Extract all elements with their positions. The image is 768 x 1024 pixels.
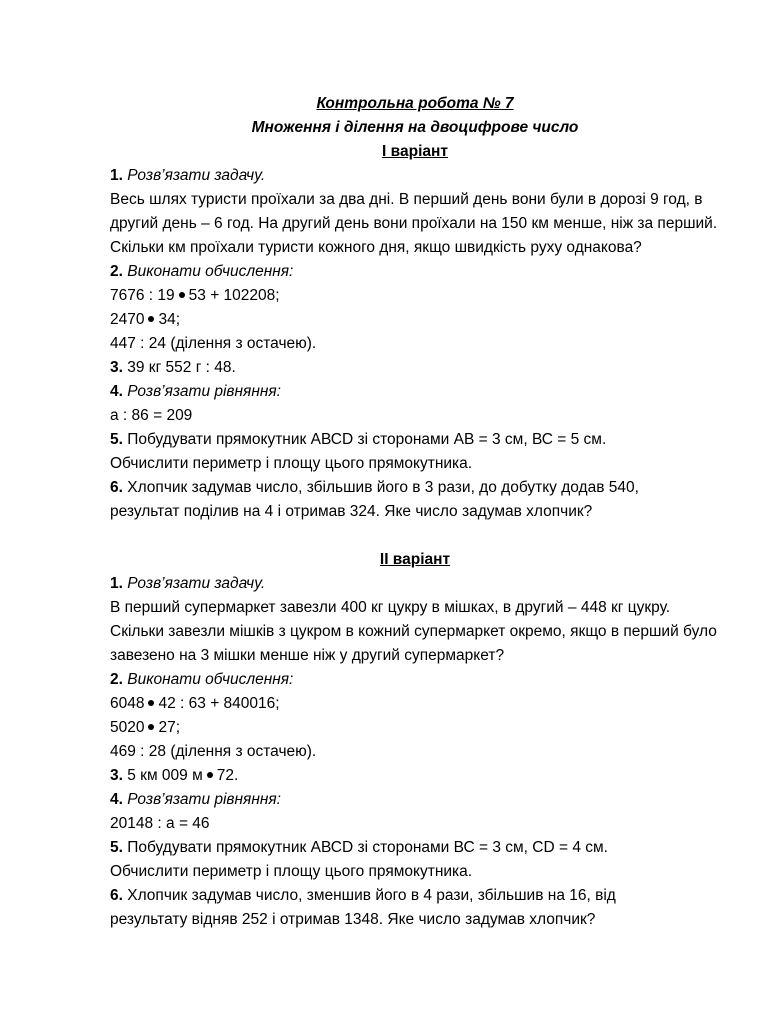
v1-task2-expr1: [110, 284, 720, 308]
v1-task2-heading: [110, 260, 720, 284]
v2-task3: [110, 764, 720, 788]
v1-task4-heading: [110, 380, 720, 404]
v1-task1-heading: [110, 164, 720, 188]
v2-task1-text: В перший супермаркет завезли 400 кг цукру в мішках, в другий – 448 кг цукру. Скільки завезли мішків з цукром в кожний супермаркет окремо, якщо в перший було завезено на 3 мішки менше ніж у другий супермаркет?: [110, 599, 717, 664]
task-number: 5.: [110, 431, 123, 448]
document-title: Контрольна робота № 7: [316, 95, 514, 112]
task-instruction: Розв’язати задачу.: [127, 167, 266, 184]
v2-task4-equation: 20148 : а = 46: [110, 815, 210, 832]
variant-1-heading: I варіант: [382, 143, 448, 160]
v1-task1-text: Весь шлях туристи проїхали за два дні. В перший день вони були в дорозі 9 год, в другий день – 6 год. На другий день вони проїхали на 150 км менше, ніж за перший. Скільки км проїхали туристи кожного дня, якщо швидкість руху однакова?: [110, 191, 718, 256]
v1-task6-line1: [110, 476, 720, 500]
expr-part: 27;: [158, 719, 181, 736]
task-number: 1.: [110, 167, 123, 184]
expr-part: 6048: [110, 695, 145, 712]
v1-task2-expr2: [110, 308, 720, 332]
v1-task3: [110, 356, 720, 380]
task-text: Хлопчик задумав число, зменшив його в 4 рази, збільшив на 16, від: [127, 887, 616, 904]
multiply-dot-icon: [148, 700, 154, 706]
task-number: 4.: [110, 383, 123, 400]
task-text: 5 км 009 м: [127, 767, 203, 784]
expr-part: 42 : 63 + 840016;: [158, 695, 280, 712]
expr-part: 53 + 102208;: [188, 287, 280, 304]
multiply-dot-icon: [148, 316, 154, 322]
task-text: Побудувати прямокутник АВСD зі сторонами АВ = 3 см, ВС = 5 см.: [127, 431, 607, 448]
task-text: 72.: [216, 767, 239, 784]
expr-part: 5020: [110, 719, 145, 736]
v2-task6-line1: [110, 884, 720, 908]
task-text: Хлопчик задумав число, збільшив його в 3 рази, до добутку додав 540,: [127, 479, 639, 496]
v1-task2-expr3: 447 : 24 (ділення з остачею).: [110, 335, 317, 352]
expr-part: 7676 : 19: [110, 287, 175, 304]
v1-task6-line2: результат поділив на 4 і отримав 324. Яке число задумав хлопчик?: [110, 503, 593, 520]
task-text: 39 кг 552 г : 48.: [127, 359, 236, 376]
task-number: 2.: [110, 263, 123, 280]
expr-part: 2470: [110, 311, 145, 328]
v2-task4-heading: [110, 788, 720, 812]
section-gap: [110, 524, 720, 548]
multiply-dot-icon: [148, 724, 154, 730]
task-instruction: Виконати обчислення:: [127, 263, 294, 280]
task-instruction: Виконати обчислення:: [127, 671, 294, 688]
v2-task5-line1: [110, 836, 720, 860]
task-instruction: Розв’язати рівняння:: [127, 383, 281, 400]
task-number: 3.: [110, 359, 123, 376]
v1-task5-line1: [110, 428, 720, 452]
task-instruction: Розв’язати рівняння:: [127, 791, 281, 808]
multiply-dot-icon: [207, 772, 213, 778]
task-number: 6.: [110, 887, 123, 904]
v2-task6-line2: результату відняв 252 і отримав 1348. Яке число задумав хлопчик?: [110, 911, 596, 928]
multiply-dot-icon: [179, 292, 185, 298]
v2-task5-line2: Обчислити периметр і площу цього прямокутника.: [110, 863, 473, 880]
expr-part: 34;: [158, 311, 181, 328]
task-number: 4.: [110, 791, 123, 808]
variant-2-heading: II варіант: [379, 551, 451, 568]
task-number: 1.: [110, 575, 123, 592]
task-number: 6.: [110, 479, 123, 496]
v2-task2-expr2: [110, 716, 720, 740]
task-text: Побудувати прямокутник АВСD зі сторонами ВС = 3 см, CD = 4 см.: [127, 839, 608, 856]
document-page: [110, 92, 720, 932]
task-number: 2.: [110, 671, 123, 688]
v2-task2-expr1: [110, 692, 720, 716]
v2-task1-heading: [110, 572, 720, 596]
v2-task2-heading: [110, 668, 720, 692]
v2-task2-expr3: 469 : 28 (ділення з остачею).: [110, 743, 317, 760]
v1-task5-line2: Обчислити периметр і площу цього прямокутника.: [110, 455, 473, 472]
task-number: 5.: [110, 839, 123, 856]
task-instruction: Розв’язати задачу.: [127, 575, 266, 592]
document-subtitle: Множення і ділення на двоцифрове число: [251, 119, 579, 136]
task-number: 3.: [110, 767, 123, 784]
v1-task4-equation: а : 86 = 209: [110, 407, 193, 424]
